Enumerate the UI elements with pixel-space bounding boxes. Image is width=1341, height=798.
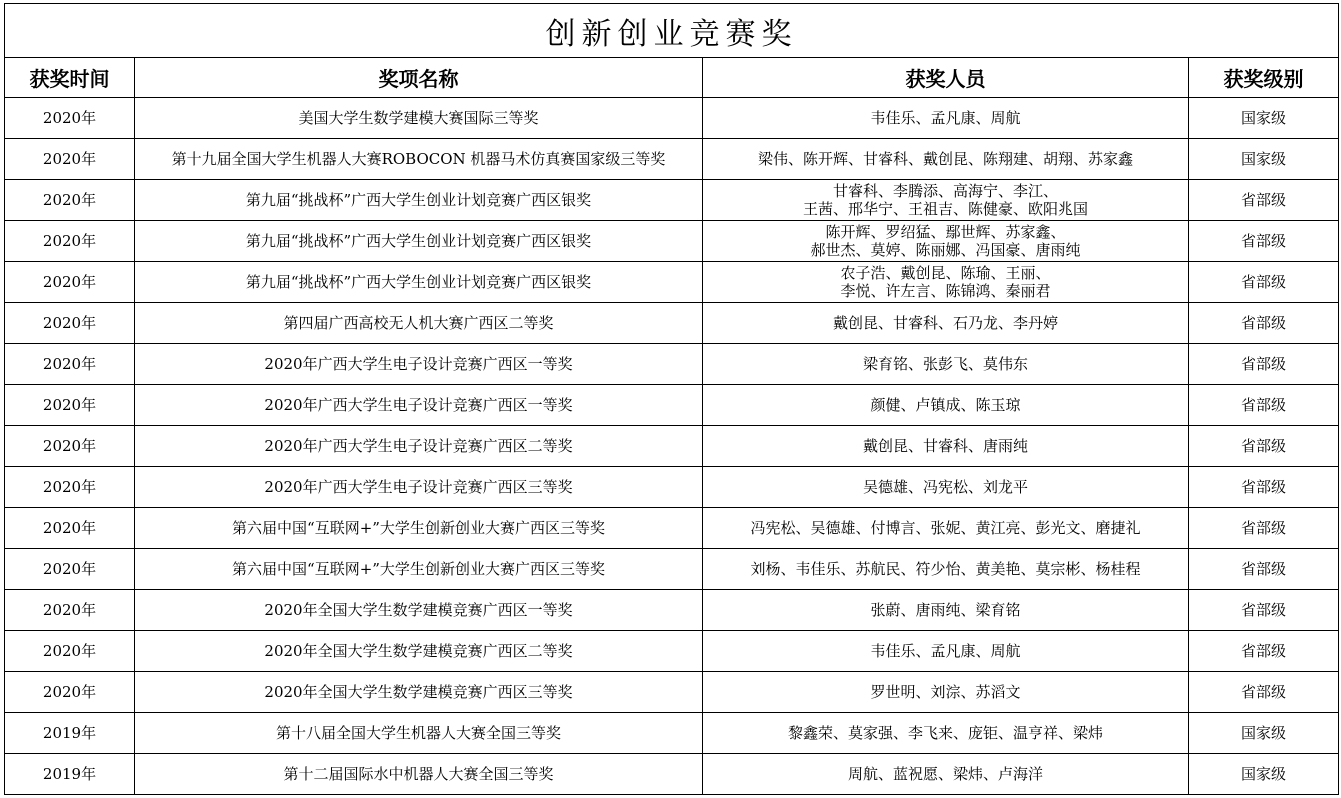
people-line: 韦佳乐、孟凡康、周航: [870, 109, 1021, 127]
table-row: [5, 631, 1339, 672]
people-line: 颜健、卢镇成、陈玉琼: [870, 396, 1021, 414]
table-row: [5, 508, 1339, 549]
cell-year: 2020年: [5, 139, 135, 180]
table-row: [5, 221, 1339, 262]
cell-people: [703, 754, 1189, 795]
cell-people: [703, 344, 1189, 385]
cell-award: 第九届“挑战杯”广西大学生创业计划竞赛广西区银奖: [135, 180, 703, 221]
people-line: 陈开辉、罗绍猛、鄢世辉、苏家鑫、: [825, 223, 1066, 241]
table-row: [5, 754, 1339, 795]
table-row: [5, 672, 1339, 713]
people-line: 罗世明、刘淙、苏滔文: [870, 683, 1021, 701]
cell-award: 2020年全国大学生数学建模竞赛广西区一等奖: [135, 590, 703, 631]
people-line: 梁伟、陈开辉、甘睿科、戴创昆、陈翔建、胡翔、苏家鑫: [757, 150, 1133, 168]
cell-year: 2020年: [5, 631, 135, 672]
table-row: [5, 180, 1339, 221]
cell-people: [703, 590, 1189, 631]
cell-level: 省部级: [1189, 385, 1339, 426]
table-row: [5, 262, 1339, 303]
cell-year: 2019年: [5, 754, 135, 795]
cell-year: 2020年: [5, 508, 135, 549]
table-row: [5, 344, 1339, 385]
cell-level: 省部级: [1189, 549, 1339, 590]
table-title: 创新创业竞赛奖: [5, 4, 1339, 58]
cell-award: 第十二届国际水中机器人大赛全国三等奖: [135, 754, 703, 795]
table-row: [5, 139, 1339, 180]
cell-year: 2020年: [5, 344, 135, 385]
table-row: [5, 713, 1339, 754]
cell-people: [703, 180, 1189, 221]
cell-year: 2020年: [5, 180, 135, 221]
cell-award: 2020年全国大学生数学建模竞赛广西区三等奖: [135, 672, 703, 713]
cell-year: 2020年: [5, 549, 135, 590]
table-row: [5, 590, 1339, 631]
people-line: 王茜、邢华宁、王祖吉、陈健豪、欧阳兆国: [802, 200, 1088, 218]
cell-year: 2020年: [5, 672, 135, 713]
cell-people: [703, 672, 1189, 713]
people-line: 冯宪松、吴德雄、付博言、张妮、黄江亮、彭光文、磨捷礼: [750, 519, 1141, 537]
header-year: 获奖时间: [5, 58, 135, 98]
people-line: 梁育铭、张彭飞、莫伟东: [862, 355, 1028, 373]
cell-level: 国家级: [1189, 713, 1339, 754]
cell-people: [703, 262, 1189, 303]
cell-level: 省部级: [1189, 508, 1339, 549]
cell-level: 省部级: [1189, 221, 1339, 262]
cell-year: 2020年: [5, 98, 135, 139]
people-line: 周航、蓝祝愿、梁炜、卢海洋: [847, 765, 1043, 783]
cell-level: 省部级: [1189, 426, 1339, 467]
cell-year: 2020年: [5, 467, 135, 508]
header-award: 奖项名称: [135, 58, 703, 98]
cell-people: [703, 303, 1189, 344]
cell-level: 国家级: [1189, 98, 1339, 139]
cell-award: 第十八届全国大学生机器人大赛全国三等奖: [135, 713, 703, 754]
table-row: [5, 549, 1339, 590]
people-line: 张蔚、唐雨纯、梁育铭: [870, 601, 1021, 619]
cell-award: 第六届中国“互联网+”大学生创新创业大赛广西区三等奖: [135, 508, 703, 549]
cell-year: 2020年: [5, 426, 135, 467]
cell-award: 第九届“挑战杯”广西大学生创业计划竞赛广西区银奖: [135, 262, 703, 303]
cell-people: [703, 631, 1189, 672]
table-row: [5, 426, 1339, 467]
header-people: 获奖人员: [703, 58, 1189, 98]
table-row: [5, 98, 1339, 139]
title-row: [5, 4, 1339, 58]
table-row: [5, 303, 1339, 344]
people-line: 黎鑫荣、莫家强、李飞来、庞钜、温亨祥、梁炜: [787, 724, 1103, 742]
cell-level: 省部级: [1189, 262, 1339, 303]
cell-award: 美国大学生数学建模大赛国际三等奖: [135, 98, 703, 139]
cell-people: [703, 139, 1189, 180]
cell-level: 省部级: [1189, 344, 1339, 385]
people-line: 吴德雄、冯宪松、刘龙平: [862, 478, 1028, 496]
cell-people: [703, 508, 1189, 549]
header-level: 获奖级别: [1189, 58, 1339, 98]
cell-level: 省部级: [1189, 631, 1339, 672]
cell-year: 2019年: [5, 713, 135, 754]
awards-table: [4, 3, 1339, 795]
people-line: 李悦、许左言、陈锦鸿、秦丽君: [840, 282, 1051, 300]
people-line: 戴创昆、甘睿科、唐雨纯: [862, 437, 1028, 455]
people-line: 甘睿科、李腾添、高海宁、李江、: [832, 182, 1058, 200]
cell-award: 第六届中国“互联网+”大学生创新创业大赛广西区三等奖: [135, 549, 703, 590]
table-row: [5, 467, 1339, 508]
table-body: [5, 98, 1339, 795]
cell-year: 2020年: [5, 590, 135, 631]
people-line: 戴创昆、甘睿科、石乃龙、李丹婷: [832, 314, 1058, 332]
cell-award: 2020年广西大学生电子设计竞赛广西区一等奖: [135, 344, 703, 385]
cell-year: 2020年: [5, 385, 135, 426]
cell-people: [703, 713, 1189, 754]
cell-people: [703, 221, 1189, 262]
cell-people: [703, 98, 1189, 139]
cell-people: [703, 385, 1189, 426]
people-line: 韦佳乐、孟凡康、周航: [870, 642, 1021, 660]
cell-award: 第四届广西高校无人机大赛广西区二等奖: [135, 303, 703, 344]
cell-year: 2020年: [5, 221, 135, 262]
cell-award: 第九届“挑战杯”广西大学生创业计划竞赛广西区银奖: [135, 221, 703, 262]
people-line: 郝世杰、莫婷、陈丽娜、冯国豪、唐雨纯: [810, 241, 1081, 259]
cell-level: 省部级: [1189, 672, 1339, 713]
people-line: 农子浩、戴创昆、陈瑜、王丽、: [840, 264, 1051, 282]
cell-level: 省部级: [1189, 303, 1339, 344]
cell-level: 国家级: [1189, 754, 1339, 795]
cell-people: [703, 549, 1189, 590]
table-row: [5, 385, 1339, 426]
cell-award: 2020年广西大学生电子设计竞赛广西区三等奖: [135, 467, 703, 508]
cell-people: [703, 426, 1189, 467]
people-line: 刘杨、韦佳乐、苏航民、符少怡、黄美艳、莫宗彬、杨桂程: [750, 560, 1141, 578]
cell-award: 2020年广西大学生电子设计竞赛广西区一等奖: [135, 385, 703, 426]
cell-level: 省部级: [1189, 590, 1339, 631]
cell-award: 2020年广西大学生电子设计竞赛广西区二等奖: [135, 426, 703, 467]
cell-level: 国家级: [1189, 139, 1339, 180]
cell-award: 2020年全国大学生数学建模竞赛广西区二等奖: [135, 631, 703, 672]
cell-year: 2020年: [5, 262, 135, 303]
cell-level: 省部级: [1189, 180, 1339, 221]
cell-level: 省部级: [1189, 467, 1339, 508]
cell-award: 第十九届全国大学生机器人大赛ROBOCON 机器马术仿真赛国家级三等奖: [135, 139, 703, 180]
cell-year: 2020年: [5, 303, 135, 344]
header-row: [5, 58, 1339, 98]
cell-people: [703, 467, 1189, 508]
